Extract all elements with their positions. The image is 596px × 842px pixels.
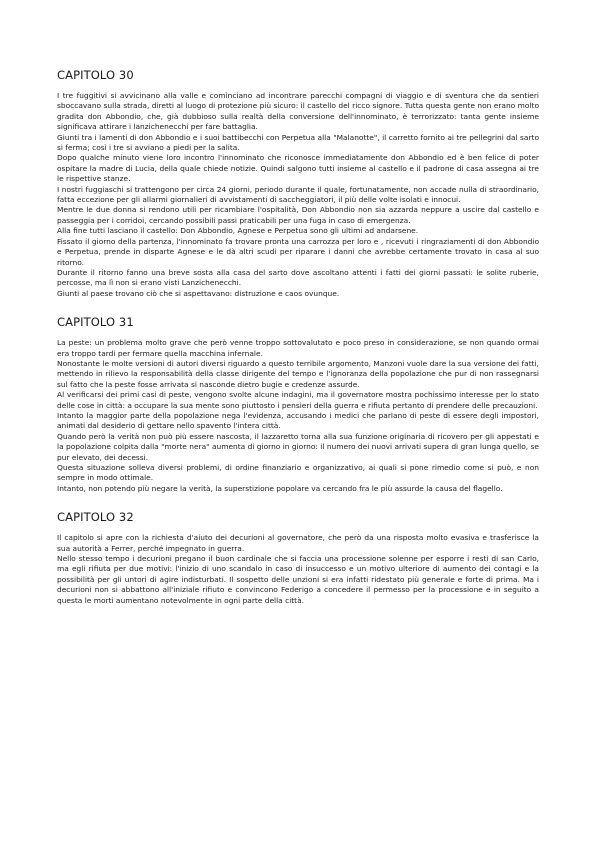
chapter-spacer — [57, 494, 539, 510]
paragraph: Questa situazione solleva diversi problemi, di ordine finanziario e organizzativo, ai quali si pone rimedio come si può, e non sempre in modo ottimale. — [57, 463, 539, 483]
paragraph: I nostri fuggiaschi si trattengono per circa 24 giorni, periodo durante il quale, fortunatamente, non accade nulla di straordinario, fatta eccezione per gli allarmi giornalieri di avvistamenti di saccheggiatori, il più delle volte isolati e innocui. — [57, 184, 539, 205]
chapter-title: CAPITOLO 32 — [57, 510, 134, 525]
paragraph: Alla fine tutti lasciano il castello: Don Abbondio, Agnese e Perpetua sono gli ultimi ad andarsene. — [57, 226, 419, 236]
paragraph: Intanto, non potendo più negare la verità, la superstizione popolare va cercando fra le più assurde la causa del flagello. — [57, 483, 503, 493]
paragraph: I tre fuggitivi si avvicinano alla valle e cominciano ad incontrare parecchi compagni di viaggio e di sventura che da sentieri sboccavano sulla strada, diretti al luogo di protezione più sicuro: il castello del ricco signore. Tutta questa gente non erano molto gradita don Abbondio, che, già dubbioso sulla realtà della conversione dell'innominato, è terrorizzato: tanta gente insieme significava attirare i lanzichenecchi per fare battaglia. — [57, 91, 539, 132]
chapter-30 — [57, 68, 539, 299]
paragraph: Fissato il giorno della partenza, l'innominato fa trovare pronta una carrozza per loro e , ricevuti i ringraziamenti di don Abbondio e Perpetua, prende in disparte Agnese e le dà altri scudi per riparare i danni che avrebbe certamente trovato in casa al suo ritorno. — [57, 236, 539, 267]
paragraph: Nonostante le molte versioni di autori diversi riguardo a questo terribile argomento, Manzoni vuole dare la sua versione dei fatti, mettendo in rilievo la responsabilità della classe dirigente del tempo e l'ignoranza della popolazione che pur di non rassegnarsi sul fatto che la peste fosse arrivata si nasconde dietro bugie e credenze assurde. — [57, 358, 539, 389]
chapter-title: CAPITOLO 30 — [57, 68, 134, 82]
paragraph: Quando però la verità non può più essere nascosta, il lazzaretto torna alla sua funzione originaria di ricovero per gli appestati e la popolazione colpita dalla "morte nera" aumenta di giorno in giorno: il numero dei nuovi arrivati supera di gran lunga quello, se pur elevato, dei decessi. — [57, 431, 539, 462]
paragraph: Al verificarsi dei primi casi di peste, vengono svolte alcune indagini, ma il governatore mostra pochissimo interesse per lo stato delle cose in città: a occupare la sua mente sono piuttosto i pensieri della guerra e rifiuta pertanto di prendere delle precauzioni. — [57, 390, 539, 410]
chapter-title: CAPITOLO 31 — [57, 315, 134, 330]
paragraph: Dopo qualche minuto viene loro incontro l'innominato che riconosce immediatamente don Abbondio ed è ben felice di poter ospitare la madre di Lucia, della quale chiede notizie. Quindi salgono tutti insieme al castello e il padrone di casa assegna ai tre le rispettive stanze. — [57, 153, 539, 184]
paragraph: La peste: un problema molto grave che però venne troppo sottovalutato e poco preso in considerazione, se non quando ormai era troppo tardi per fermare quella macchina infernale. — [57, 338, 539, 358]
paragraph: Durante il ritorno fanno una breve sosta alla casa del sarto dove ascoltano attenti i fatti dei giorni passati: le solite ruberie, percosse, ma lì non si erano visti Lanzichenecchi. — [57, 267, 539, 288]
paragraph: Nello stesso tempo i decurioni pregano il buon cardinale che si faccia una processione solenne per esporre i resti di san Carlo, ma egli rifiuta per due motivi: l'inizio di uno scandalo in caso di insuccesso e un motivo ulteriore di aumento dei contagi e la possibilità per gli untori di agire indisturbati. Il sospetto delle unzioni si era infatti ridestato più generale e forte di prima. Ma i decurioni non si abbattono all'iniziale rifiuto e convincono Federigo a concedere il permesso per la processione e in seguito a questa le morti aumentano notevolmente in ogni parte della città. — [57, 554, 539, 605]
chapter-31 — [57, 315, 539, 494]
paragraph: Giunti tra i lamenti di don Abbondio e i suoi battibecchi con Perpetua alla "Malanotte", il carretto fornito ai tre pellegrini dal sarto si ferma; così i tre si avviano a piedi per la salita. — [57, 132, 539, 153]
chapter-32 — [57, 510, 539, 606]
paragraph: Giunti al paese trovano ciò che si aspettavano: distruzione e caos ovunque. — [57, 288, 340, 298]
chapter-spacer — [57, 299, 539, 315]
paragraph: Mentre le due donna si rendono utili per ricambiare l'ospitalità, Don Abbondio non sia azzarda neppure a uscire dal castello e passeggia per i corridoi, cercando possibili passi praticabili per una fuga in caso di emergenza. — [57, 205, 539, 225]
paragraph: Il capitolo si apre con la richiesta d'aiuto dei decurioni al governatore, che però da una risposta molto evasiva e trasferisce la sua autorità a Ferrer, perché impegnato in guerra. — [57, 533, 539, 553]
document-page — [57, 68, 539, 606]
paragraph: Intanto la maggior parte della popolazione nega l'evidenza, accusando i medici che parlano di peste di essere degli impostori, animati dal desiderio di gettare nello spavento l'intera città. — [57, 410, 539, 431]
